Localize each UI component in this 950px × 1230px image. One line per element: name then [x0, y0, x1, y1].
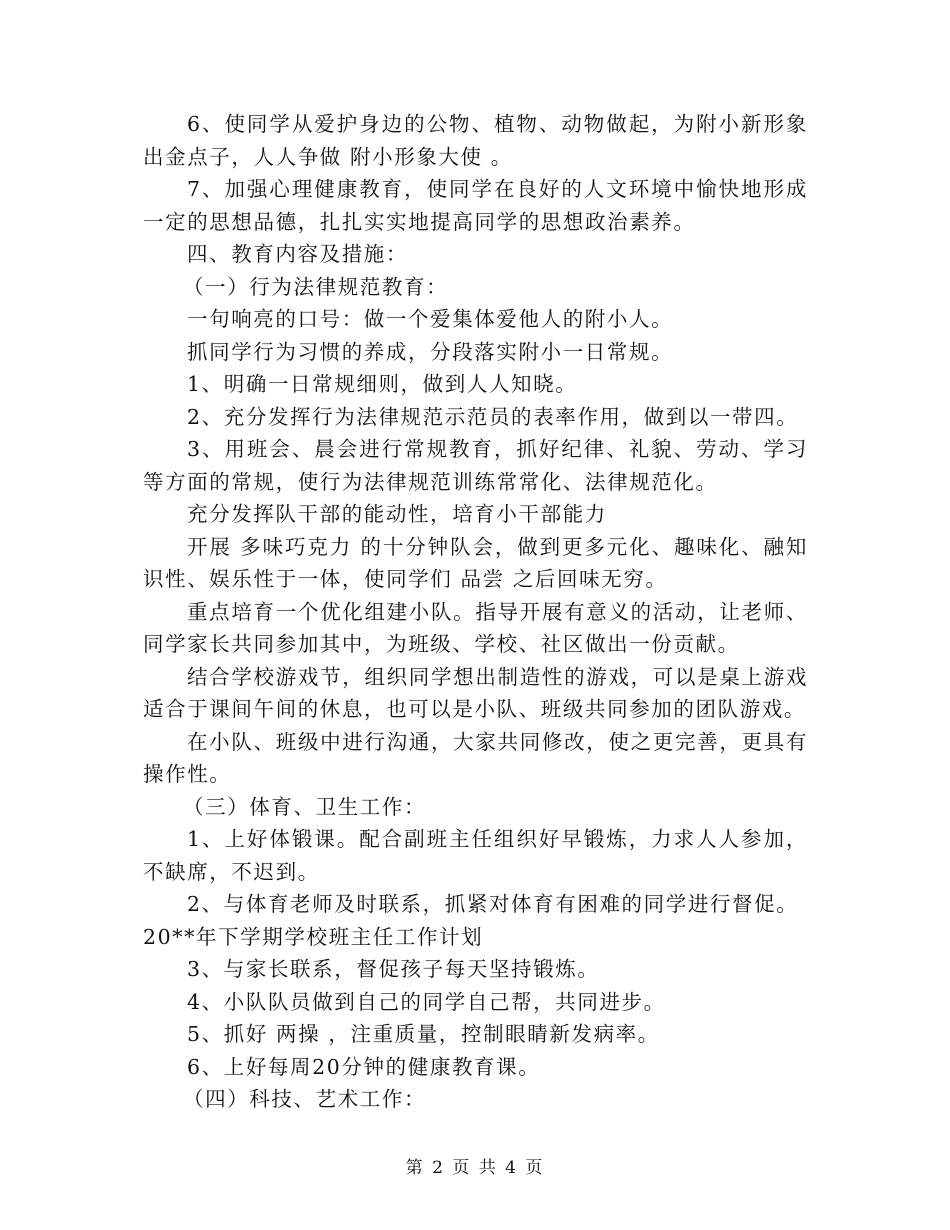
- document-body: [143, 108, 808, 1116]
- subsection-heading-4: （四）科技、艺术工作：: [183, 1087, 427, 1111]
- paragraph-cadre: 充分发挥队干部的能动性，培育小干部能力: [187, 502, 607, 526]
- page-number-footer: 第 2 页 共 4 页: [405, 1158, 545, 1178]
- paragraph-slogan: 一句响亮的口号：做一个爱集体爱他人的附小人。: [187, 307, 674, 331]
- paragraph-team-meeting: 开展 多味巧克力 的十分钟队会，做到更多元化、趣味化、融知识性、娱乐性于一体，使同学们 品尝 之后回味无穷。: [143, 534, 808, 591]
- paragraph-pe-6: 6、上好每周20分钟的健康教育课。: [187, 1054, 541, 1079]
- section-heading-4: 四、教育内容及措施：: [187, 242, 408, 266]
- paragraph-pe-3: 3、与家长联系，督促孩子每天坚持锻炼。: [187, 957, 600, 981]
- paragraph-item-1: 1、明确一日常规细则，做到人人知晓。: [187, 372, 578, 396]
- paragraph-habits: 抓同学行为习惯的养成，分段落实附小一日常规。: [187, 339, 674, 364]
- paragraph-pe-5: 5、抓好 两操 ，注重质量，控制眼睛新发病率。: [187, 1022, 660, 1046]
- paragraph-pe-1: 1、上好体锻课。配合副班主任组织好早锻炼，力求人人参加，不缺席，不迟到。: [143, 827, 808, 884]
- subsection-heading-1: （一）行为法律规范教育：: [183, 274, 449, 299]
- paragraph-games: 结合学校游戏节，组织同学想出制造性的游戏，可以是桌上游戏适合于课间午间的休息，也可以是小队、班级共同参加的团队游戏。: [143, 664, 808, 721]
- paragraph-pe-2: 2、与体育老师及时联系，抓紧对体育有困难的同学进行督促。: [187, 892, 799, 916]
- paragraph-pe-4: 4、小队队员做到自己的同学自己帮，共同进步。: [187, 989, 666, 1014]
- paragraph-squad: 重点培育一个优化组建小队。指导开展有意义的活动，让老师、同学家长共同参加其中，为班级、学校、社区做出一份贡献。: [143, 599, 808, 656]
- paragraph-communication: 在小队、班级中进行沟通，大家共同修改，使之更完善，更具有操作性。: [143, 729, 808, 786]
- subsection-heading-3: （三）体育、卫生工作：: [183, 794, 427, 819]
- paragraph-item-6: 6、使同学从爱护身边的公物、植物、动物做起，为附小新形象出金点子，人人争做 附小形象大使 。: [143, 112, 808, 169]
- running-title: 20**年下学期学校班主任工作计划: [143, 924, 484, 949]
- paragraph-item-3: 3、用班会、晨会进行常规教育，抓好纪律、礼貌、劳动、学习等方面的常规，使行为法律规范训练常常化、法律规范化。: [143, 437, 808, 494]
- paragraph-item-7: 7、加强心理健康教育，使同学在良好的人文环境中愉快地形成一定的思想品德，扎扎实实地提高同学的思想政治素养。: [143, 177, 808, 234]
- paragraph-item-2: 2、充分发挥行为法律规范示范员的表率作用，做到以一带四。: [187, 404, 799, 429]
